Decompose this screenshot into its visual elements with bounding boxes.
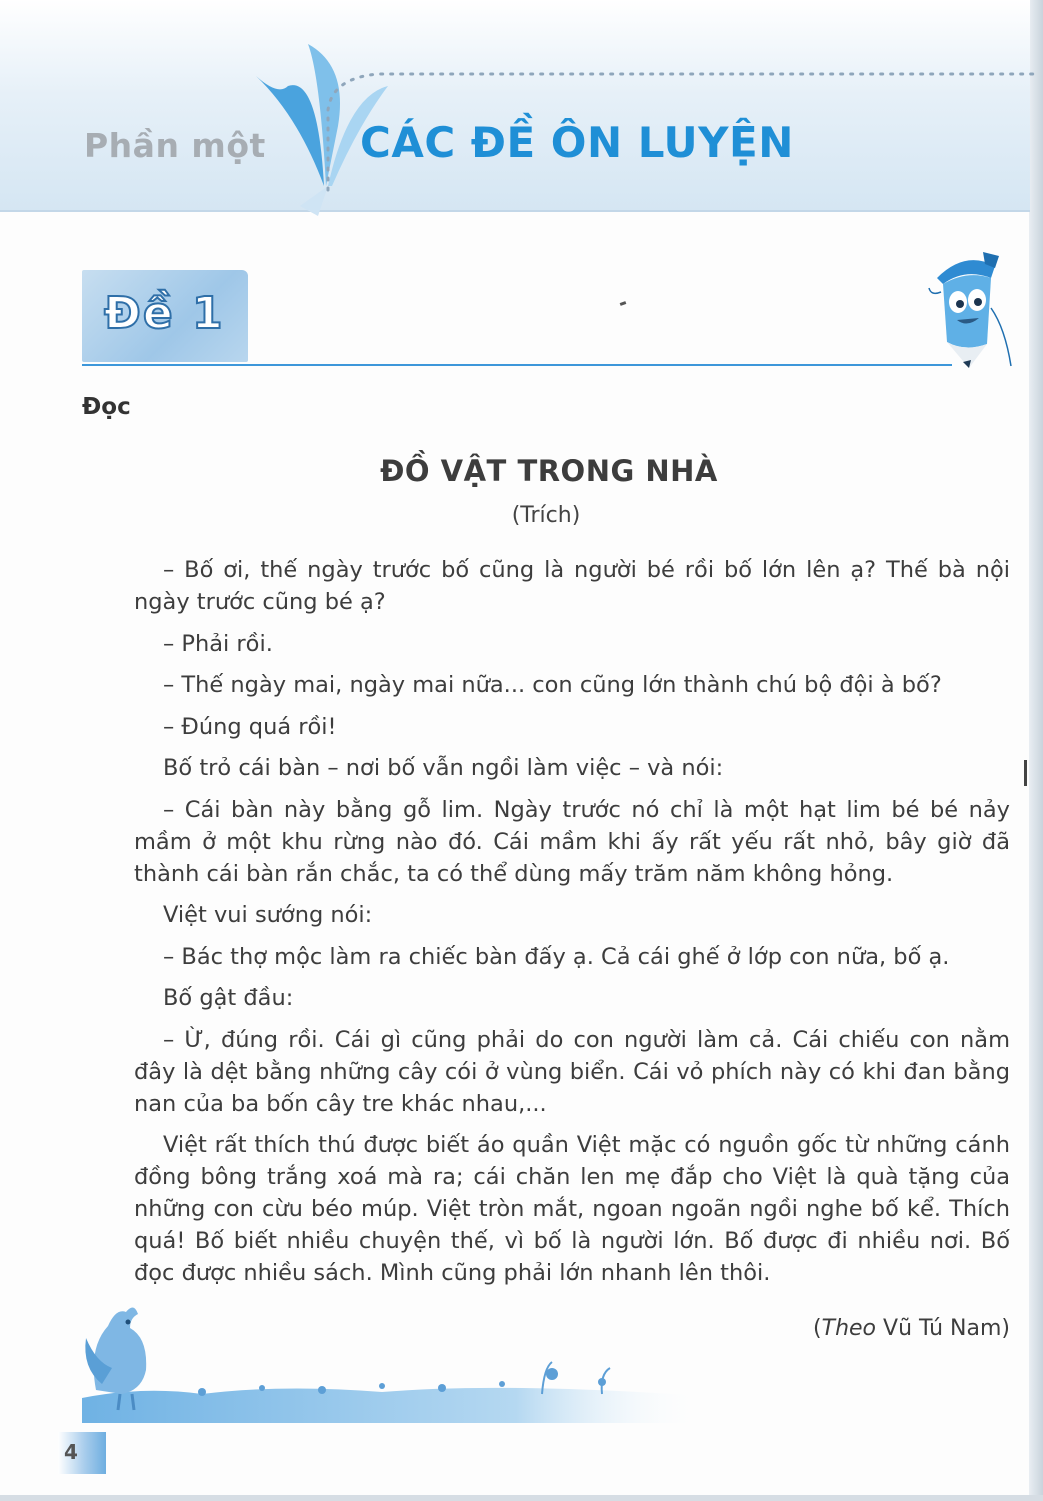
credit-prefix: Theo [821, 1316, 877, 1341]
part-label: Phần một [84, 126, 266, 165]
story-subtitle: (Trích) [511, 503, 581, 528]
margin-mark [1024, 760, 1027, 786]
story-paragraph: Bố gật đầu: [163, 985, 294, 1011]
pencil-mascot-icon [925, 248, 1015, 373]
story-paragraph: – Thế ngày mai, ngày mai nữa... con cũng lớn thành chú bộ đội à bố? [163, 672, 942, 698]
print-speck [620, 301, 627, 306]
credit-author: Vũ Tú Nam [883, 1316, 1002, 1341]
story-title: ĐỒ VẬT TRONG NHÀ [380, 454, 718, 488]
story-paragraph: – Đúng quá rồi! [163, 713, 337, 740]
story-paragraph: – Bác thợ mộc làm ra chiếc bàn đấy ạ. Cả cái ghế ở lớp con nữa, bố ạ. [163, 943, 950, 970]
story-paragraph: Bố trỏ cái bàn – nơi bố vẫn ngồi làm việc – và nói: [163, 755, 724, 781]
story-body [134, 554, 1010, 1299]
story-paragraph: – Bố ơi, thế ngày trước bố cũng là người bé rồi bố lớn lên ạ? Thế bà nội ngày trước cũng bé ạ? [134, 557, 1010, 615]
page-edge [1029, 0, 1043, 1501]
rooster-meadow-decoration-icon [82, 1298, 702, 1423]
story-credit: (Theo Vũ Tú Nam) [813, 1316, 1010, 1341]
story-paragraph: – Cái bàn này bằng gỗ lim. Ngày trước nó chỉ là một hạt lim bé bé nảy mầm ở một khu rừng nào đó. Cái mầm khi ấy rất yếu rất nhỏ, bây giờ đã thành cái bàn rắn chắc, ta có thể dùng mấy trăm năm không hỏng. [134, 796, 1010, 887]
story-paragraph: Việt vui sướng nói: [163, 902, 373, 928]
exercise-badge-label: Đề 1 [104, 288, 225, 339]
story-paragraph: – Phải rồi. [163, 630, 273, 657]
story-paragraph: Việt rất thích thú được biết áo quần Việt mặc có nguồn gốc từ những cánh đồng bông trắng xoá mà ra; cái chăn len mẹ đắp cho Việt là quà tặng của những con cừu béo múp. Việt tròn mắt, ngoan ngoãn ngồi nghe bố kể. Thích quá! Bố biết nhiều chuyện thế, vì bố là người lớn. Bố được đi nhiều nơi. Bố đọc được nhiều sách. Mình cũng phải lớn nhanh lên thôi. [134, 1132, 1010, 1286]
section-title: CÁC ĐỀ ÔN LUYỆN [360, 118, 794, 167]
section-label: Đọc [82, 394, 131, 420]
page-number: 4 [64, 1440, 78, 1464]
story-paragraph: – Ừ, đúng rồi. Cái gì cũng phải do con người làm cả. Cái chiếu con nằm đây là dệt bằng những cây cói ở vùng biển. Cái vỏ phích này có khi đan bằng nan của ba bốn cây tre khác nhau,... [134, 1026, 1010, 1117]
heading-rule [82, 364, 952, 366]
page-bottom-edge [0, 1495, 1043, 1501]
